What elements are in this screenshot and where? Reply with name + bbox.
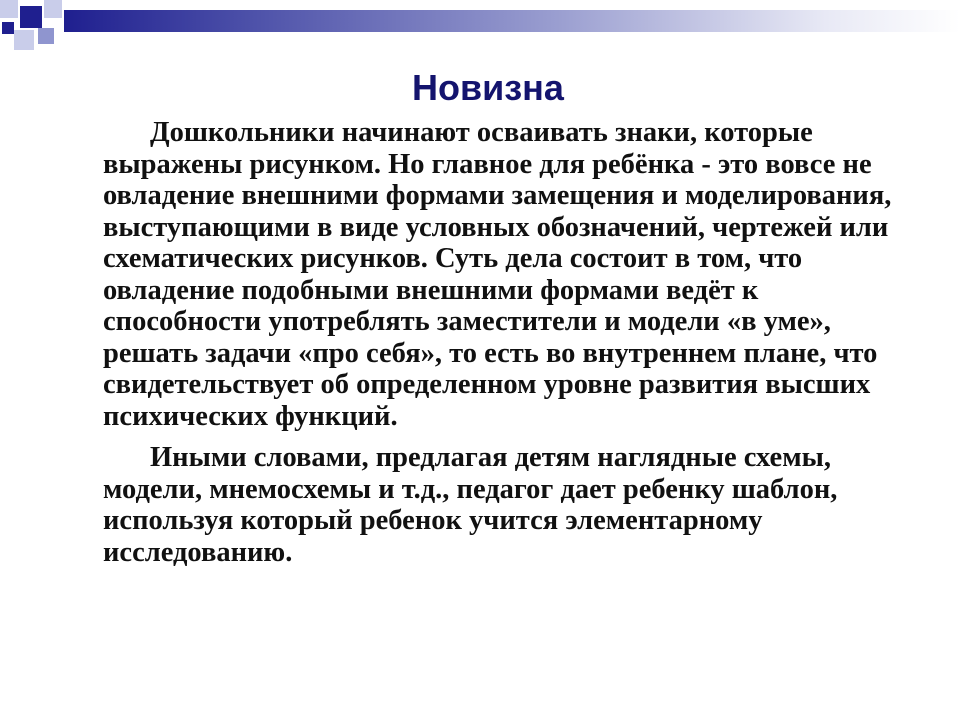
decor-square (38, 28, 54, 44)
slide-body (103, 117, 918, 568)
decor-square (14, 30, 34, 50)
decor-square (2, 22, 14, 34)
slide-title: Новизна (412, 67, 564, 108)
decor-square (20, 6, 42, 28)
decor-square (0, 0, 18, 18)
decor-square (44, 0, 62, 18)
body-paragraph-2: Иными словами, предлагая детям наглядные схемы, модели, мнемосхемы и т.д., педагог дает ребенку шаблон, используя который ребенок учится элементарному исследованию. (103, 442, 838, 568)
body-paragraph-1: Дошкольники начинают осваивать знаки, которые выражены рисунком. Но главное для ребёнка - это вовсе не овладение внешними формами замещения и моделирования, выступающими в виде условных обозначений, чертежей или схематических рисунков. Суть дела состоит в том, что овладение подобными внешними формами ведёт к способности употреблять заместители и модели «в уме», решать задачи «про себя», то есть во внутреннем плане, что свидетельствует об определенном уровне развития высших психических функций. (103, 117, 892, 432)
header-gradient-bar (64, 10, 960, 32)
